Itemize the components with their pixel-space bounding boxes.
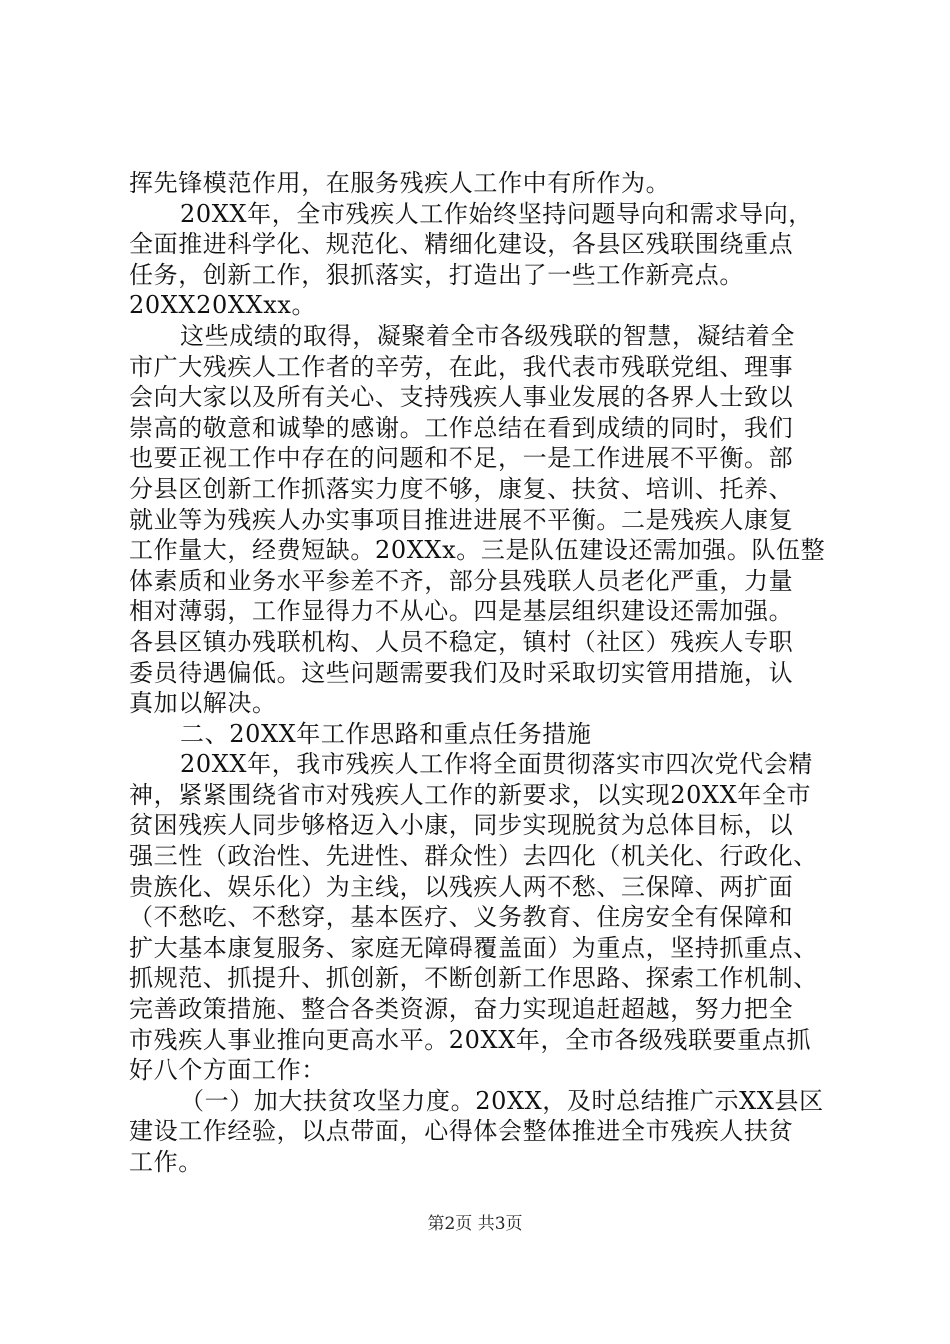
section-heading: 二、20XX年工作思路和重点任务措施	[180, 719, 592, 748]
text-line: 扩大基本康复服务、家庭无障碍覆盖面）为重点，坚持抓重点、	[129, 933, 818, 962]
text-line: 市残疾人事业推向更高水平。20XX年，全市各级残联要重点抓	[129, 1025, 812, 1054]
page-number-footer: 第2页 共3页	[427, 1214, 523, 1234]
text-line: 各县区镇办残联机构、人员不稳定，镇村（社区）残疾人专职	[129, 627, 794, 656]
text-line: 会向大家以及所有关心、支持残疾人事业发展的各界人士致以	[129, 383, 794, 412]
text-line: （一）加大扶贫攻坚力度。20XX，及时总结推广示XX县区	[180, 1086, 824, 1115]
text-line: 相对薄弱，工作显得力不从心。四是基层组织建设还需加强。	[129, 597, 794, 626]
text-line: 20XX20XXxx。	[129, 291, 317, 320]
text-line: 市广大残疾人工作者的辛劳，在此，我代表市残联党组、理事	[129, 352, 794, 381]
text-line: 完善政策措施、整合各类资源，奋力实现追赶超越，努力把全	[129, 995, 794, 1024]
text-line: 挥先锋模范作用，在服务残疾人工作中有所作为。	[129, 169, 671, 197]
text-line: 委员待遇偏低。这些问题需要我们及时采取切实管用措施，认	[129, 658, 794, 687]
text-line: 神，紧紧围绕省市对残疾人工作的新要求，以实现20XX年全市	[129, 780, 812, 809]
text-line: 20XX年，全市残疾人工作始终坚持问题导向和需求导向，	[180, 199, 813, 228]
text-line: 好八个方面工作：	[129, 1056, 326, 1085]
text-line: 工作。	[129, 1148, 203, 1176]
text-line: 崇高的敬意和诚挚的感谢。工作总结在看到成绩的同时，我们	[129, 413, 794, 442]
text-line: 抓规范、抓提升、抓创新，不断创新工作思路、探索工作机制、	[129, 964, 818, 993]
text-line: 体素质和业务水平参差不齐，部分县残联人员老化严重，力量	[129, 566, 794, 595]
text-line: 建设工作经验，以点带面，心得体会整体推进全市残疾人扶贫	[129, 1117, 794, 1146]
text-line: （不愁吃、不愁穿，基本医疗、义务教育、住房安全有保障和	[129, 903, 794, 932]
text-line: 分县区创新工作抓落实力度不够，康复、扶贫、培训、托养、	[129, 474, 794, 503]
text-line: 贵族化、娱乐化）为主线，以残疾人两不愁、三保障、两扩面	[129, 872, 794, 901]
text-line: 真加以解决。	[129, 689, 277, 718]
text-line: 这些成绩的取得，凝聚着全市各级残联的智慧，凝结着全	[180, 321, 795, 350]
text-line: 全面推进科学化、规范化、精细化建设，各县区残联围绕重点	[129, 230, 794, 259]
text-line: 工作量大，经费短缺。20XXx。三是队伍建设还需加强。队伍整	[129, 536, 826, 565]
text-line: 任务，创新工作，狠抓落实，打造出了一些工作新亮点。	[129, 260, 744, 289]
text-line: 贫困残疾人同步够格迈入小康，同步实现脱贫为总体目标，以	[129, 811, 794, 840]
text-line: 20XX年，我市残疾人工作将全面贯彻落实市四次党代会精	[180, 750, 813, 779]
text-line: 也要正视工作中存在的问题和不足，一是工作进展不平衡。部	[129, 444, 794, 473]
text-line: 强三性（政治性、先进性、群众性）去四化（机关化、行政化、	[129, 842, 818, 871]
text-line: 就业等为残疾人办实事项目推进进展不平衡。二是残疾人康复	[129, 505, 794, 534]
